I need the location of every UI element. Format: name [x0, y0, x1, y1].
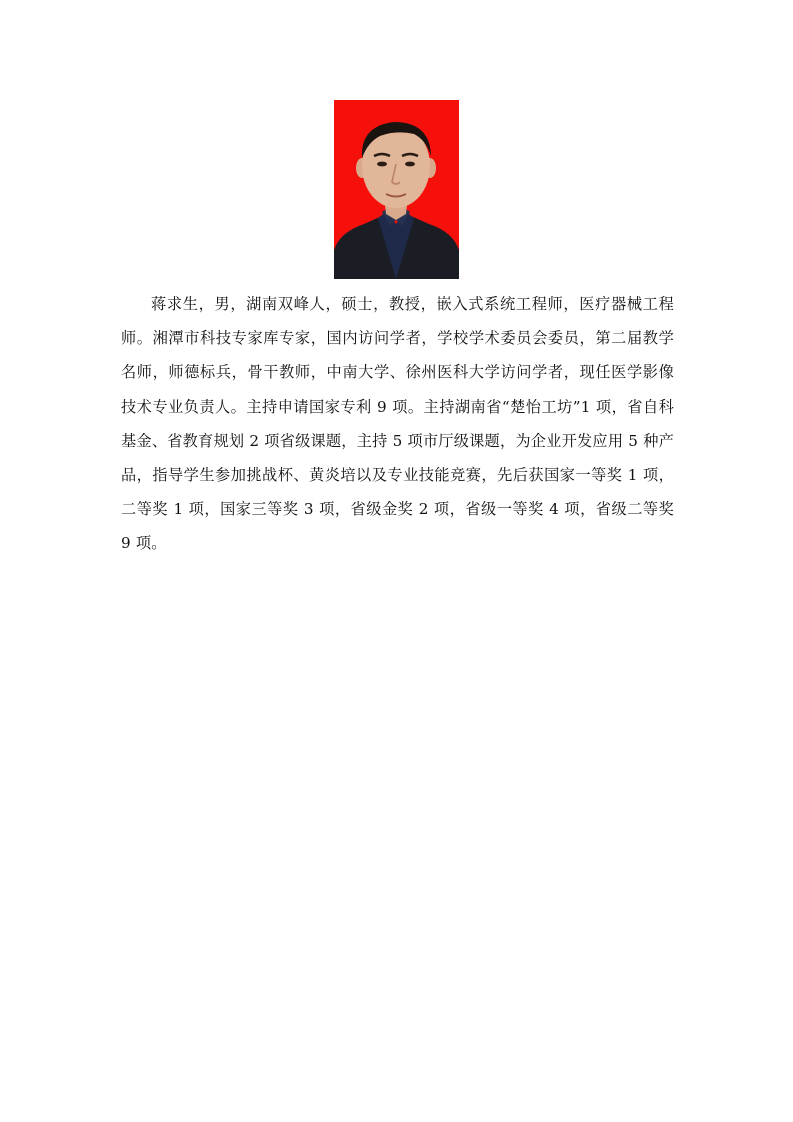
- biography-paragraph: 蒋求生，男，湖南双峰人，硕士，教授，嵌入式系统工程师，医疗器械工程师。湘潭市科技专家库专家，国内访问学者，学校学术委员会委员，第二届教学名师，师德标兵，骨干教师，中南大学、徐州医科大学访问学者，现任医学影像技术专业负责人。主持申请国家专利 9 项。主持湖南省“楚怡工坊”1 项，省自科基金、省教育规划 2 项省级课题，主持 5 项市厅级课题，为企业开发应用 5 种产品，指导学生参加挑战杯、黄炎培以及专业技能竞赛，先后获国家一等奖 1 项，二等奖 1 项，国家三等奖 3 项，省级金奖 2 项，省级一等奖 4 项，省级二等奖 9 项。: [121, 295, 674, 553]
- portrait-image: [334, 100, 459, 279]
- portrait-photo: [334, 100, 459, 279]
